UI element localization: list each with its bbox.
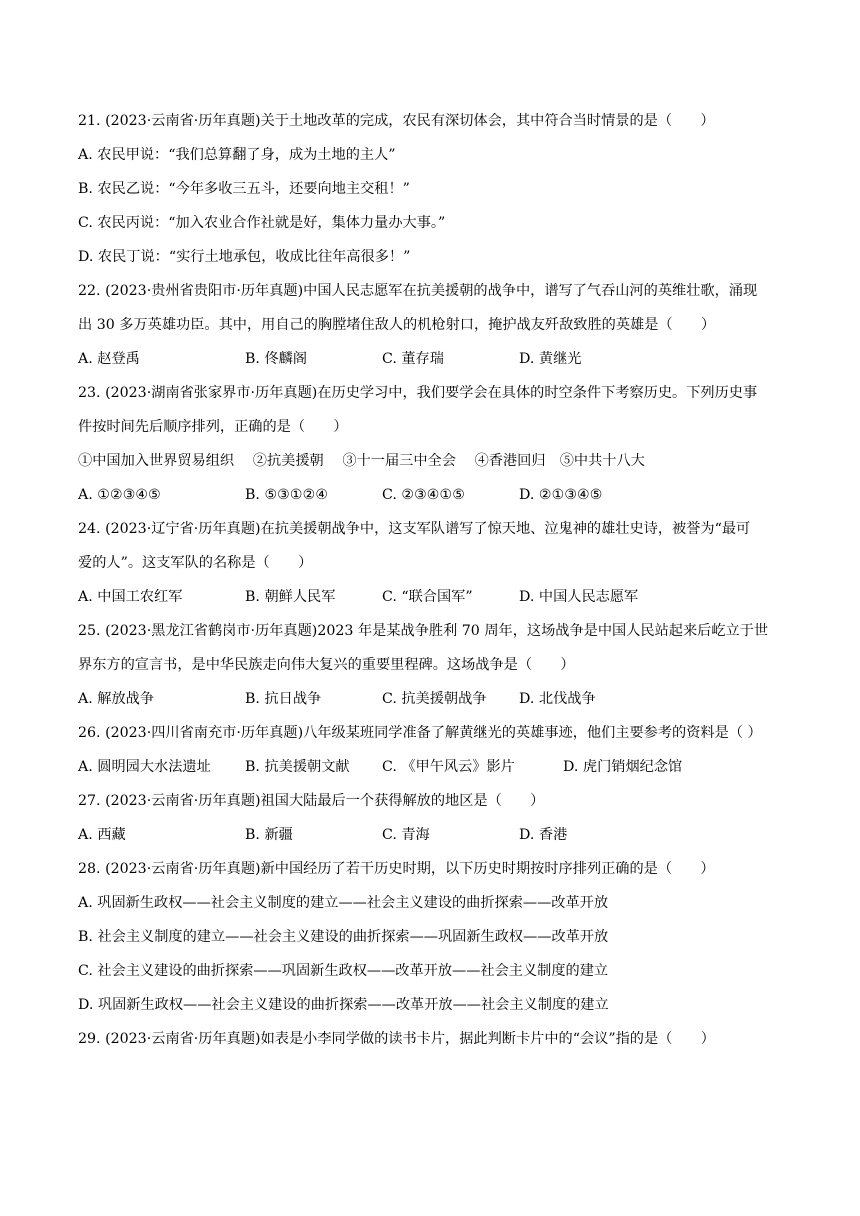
question-25-option-c: C. 抗美援朝战争 xyxy=(382,691,487,707)
question-23-items: ①中国加入世界贸易组织 ②抗美援朝 ③十一届三中全会 ④香港回归 ⑤中共十八大 xyxy=(78,453,645,469)
question-22-stem-line-2: 出 30 多万英雄功臣。其中，用自己的胸膛堵住敌人的机枪射口，掩护战友歼敌致胜的英雄是（ ） xyxy=(78,317,716,333)
question-28-option-d: D. 巩固新生政权——社会主义建设的曲折探索——改革开放——社会主义制度的建立 xyxy=(78,997,609,1013)
question-26-option-d: D. 虎门销烟纪念馆 xyxy=(563,759,683,775)
question-21-option-d: D. 农民丁说：“实行土地承包，收成比往年高很多！” xyxy=(78,249,411,265)
question-25-stem-line-1: 25. (2023·黑龙江省鹤岗市·历年真题)2023 年是某战争胜利 70 周年，这场战争是中国人民站起来后屹立于世 xyxy=(78,623,769,639)
question-21-option-c: C. 农民丙说：“加入农业合作社就是好，集体力量办大事。” xyxy=(78,215,446,231)
question-24-options xyxy=(78,580,790,614)
question-26-option-c: C. 《甲午风云》影片 xyxy=(382,759,515,775)
question-26-option-a: A. 圆明园大水法遗址 xyxy=(78,759,211,775)
question-22-options xyxy=(78,342,790,376)
question-24-option-c: C. “联合国军” xyxy=(382,589,473,605)
question-27-option-c: C. 青海 xyxy=(382,827,430,843)
question-21-option-a: A. 农民甲说：“我们总算翻了身，成为土地的主人” xyxy=(78,147,396,163)
question-25-option-b: B. 抗日战争 xyxy=(245,691,322,707)
question-23-stem-line-2: 件按时间先后顺序排列，正确的是（ ） xyxy=(78,419,348,435)
question-23-option-b: B. ⑤③①②④ xyxy=(245,487,329,503)
question-27-options xyxy=(78,818,790,852)
question-22-option-b: B. 佟麟阁 xyxy=(245,351,308,367)
question-22-stem-line-1: 22. (2023·贵州省贵阳市·历年真题)中国人民志愿军在抗美援朝的战争中，谱写了气吞山河的英维壮歌，涌现 xyxy=(78,283,758,299)
question-27-option-b: B. 新疆 xyxy=(245,827,293,843)
question-23-option-c: C. ②③④①⑤ xyxy=(382,487,465,503)
question-21-option-b: B. 农民乙说：“今年多收三五斗，还要向地主交租！” xyxy=(78,181,410,197)
question-29-stem: 29. (2023·云南省·历年真题)如表是小李同学做的读书卡片，据此判断卡片中的“会议”指的是（ ） xyxy=(78,1031,715,1047)
question-25-option-a: A. 解放战争 xyxy=(78,691,155,707)
question-28-option-b: B. 社会主义制度的建立——社会主义建设的曲折探索——巩固新生政权——改革开放 xyxy=(78,929,609,945)
question-28-option-c: C. 社会主义建设的曲折探索——巩固新生政权——改革开放——社会主义制度的建立 xyxy=(78,963,609,979)
question-23-option-d: D. ②①③④⑤ xyxy=(519,487,603,503)
question-23-options xyxy=(78,478,790,512)
question-21-stem: 21. (2023·云南省·历年真题)关于土地改革的完成，农民有深切体会，其中符合当时情景的是（ ） xyxy=(78,113,715,129)
question-28-option-a: A. 巩固新生政权——社会主义制度的建立——社会主义建设的曲折探索——改革开放 xyxy=(78,895,609,911)
question-27-option-a: A. 西藏 xyxy=(78,827,126,843)
question-24-stem-line-2: 爱的人”。这支军队的名称是（ ） xyxy=(78,555,313,571)
question-28-stem: 28. (2023·云南省·历年真题)新中国经历了若干历史时期，以下历史时期按时序排列正确的是（ ） xyxy=(78,861,715,877)
question-26-option-b: B. 抗美援朝文献 xyxy=(245,759,350,775)
question-24-option-b: B. 朝鲜人民军 xyxy=(245,589,336,605)
question-22-option-d: D. 黄继光 xyxy=(519,351,582,367)
question-25-options xyxy=(78,682,790,716)
question-23-stem-line-1: 23. (2023·湖南省张家界市·历年真题)在历史学习中，我们要学会在具体的时空条件下考察历史。下列历史事 xyxy=(78,385,758,401)
question-23-option-a: A. ①②③④⑤ xyxy=(78,487,161,503)
question-22-option-a: A. 赵登禹 xyxy=(78,351,140,367)
question-26-options xyxy=(78,750,790,784)
question-25-option-d: D. 北伐战争 xyxy=(519,691,596,707)
question-26-stem: 26. (2023·四川省南充市·历年真题)八年级某班同学准备了解黄继光的英雄事迹，他们主要参考的资料是（ ） xyxy=(78,725,762,741)
question-24-option-a: A. 中国工农红军 xyxy=(78,589,183,605)
question-24-stem-line-1: 24. (2023·辽宁省·历年真题)在抗美援朝战争中，这支军队谱写了惊天地、泣鬼神的雄壮史诗，被誉为“最可 xyxy=(78,521,751,537)
question-27-option-d: D. 香港 xyxy=(519,827,568,843)
question-25-stem-line-2: 界东方的宣言书，是中华民族走向伟大复兴的重要里程碑。这场战争是（ ） xyxy=(78,657,575,673)
question-24-option-d: D. 中国人民志愿军 xyxy=(519,589,639,605)
question-22-option-c: C. 董存瑞 xyxy=(382,351,444,367)
question-27-stem: 27. (2023·云南省·历年真题)祖国大陆最后一个获得解放的地区是（ ） xyxy=(78,793,545,809)
